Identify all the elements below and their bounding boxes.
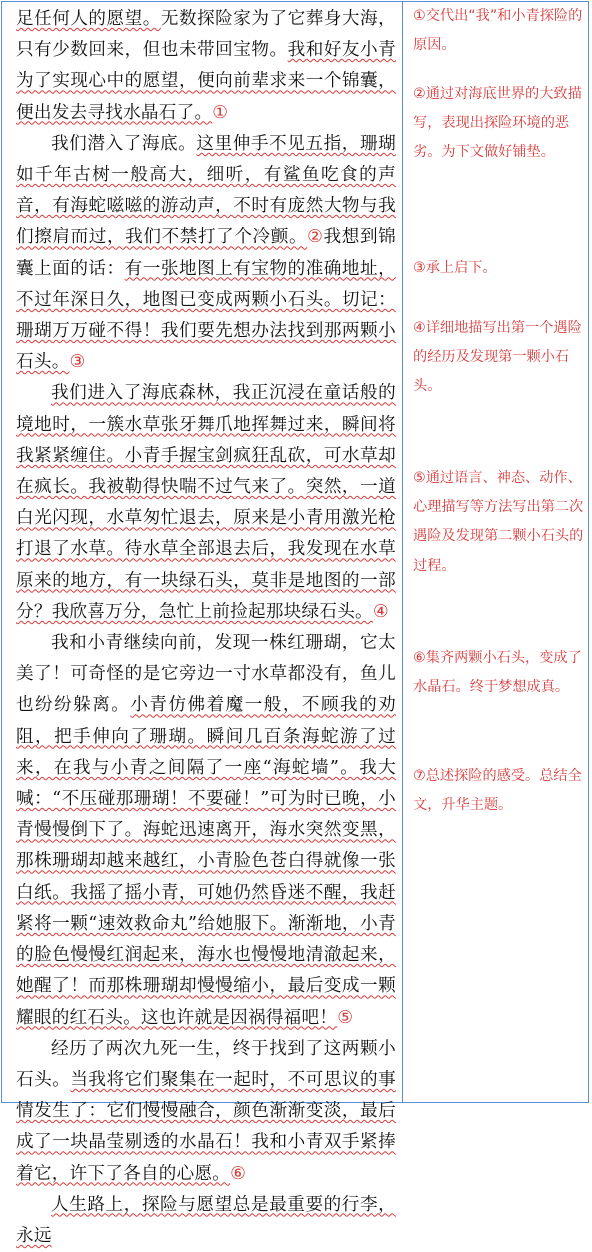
annotation-note-2: ②通过对海底世界的大致描写，表现出探险环境的恶劣。为下文做好铺垫。 (413, 86, 582, 161)
essay-paragraph-6 (16, 1190, 396, 1252)
essay-text: 当我将它们聚集在一起时，不可思议的事情发生了：它们慢慢融合，颜色渐渐变淡，最后成了一块晶莹剔透的水晶石！我和小青双手紧捧着它，许下了各自的心愿。 (16, 1069, 396, 1184)
essay-text: 无数探险家为了它葬身大海，只有少数回来，但也未带回宝物。 (16, 9, 396, 61)
essay-text: 我们进入了海底森林，我正沉浸在童话般的境地时，一簇水草张牙舞爪地挥舞过来，瞬间将我紧紧缠住。小青手握宝剑疯狂乱砍，可水草却在疯长。我被勒得快喘不过气来了。突然，一道白光闪现，水草匆忙退去，原来是小青用激光枪打退了水草。待水草全部退去后，我发现在水草原来的地方，有一块绿石头，莫非是地图的一部分？我欣喜万分，急忙上前捡起那块绿石头。 (16, 383, 396, 622)
essay-text: 人生路上，探险与愿望总是最重要的行李，永远 (16, 1194, 396, 1246)
annotation-column (403, 2, 588, 1102)
essay-text: 我想到锦囊上面的话： (16, 227, 396, 279)
annotation-note-6: ⑥集齐两颗小石头，变成了水晶石。终于梦想成真。 (413, 650, 582, 696)
essay-text: 有一张地图上有宝物的准确地址，不过年深日久，地图已变成两颗小石头。切记：珊瑚万万碰不得！我们要先想办法找到那两颗小石头。 (16, 258, 396, 373)
annotation-marker-6: ⑥ (230, 1163, 247, 1184)
annotated-essay-table (1, 1, 589, 1246)
annotation-note-7: ⑦总述探险的感受。总结全文，升华主题。 (413, 768, 582, 814)
essay-text: 我们潜入了海底。 (51, 133, 197, 154)
essay-text: 小青仿佛着魔一般，不顾我的劝阻，把手伸向了珊瑚。瞬间几百条海蛇游了过来，在我与小青之间隔了一座“海蛇墙”。我大喊：“不压碰那珊瑚！不要碰！”可为时已晚，小青慢慢倒下了。海蛇迅速离开，海水突然变黑，那株珊瑚却越来越红，小青脸色苍白得就像一张白纸。我摇了摇小青，可她仍然昏迷不醒，我赶紧将一颗“速效救命丸”给她服下。渐渐地，小青的脸色慢慢红润起来，海水也慢慢地清澈起来，她醒了！而那株珊瑚却慢慢缩小，最后变成一颗耀眼的红石头。这也许就是因祸得福吧！ (16, 695, 396, 1028)
annotation-marker-5: ⑤ (337, 1007, 354, 1028)
essay-paragraph-2 (16, 129, 396, 379)
essay-text: 我和小青继续向前，发现一株红珊瑚，它太美了！可奇怪的是它旁边一寸水草都没有，鱼儿也纷纷躲离。 (16, 633, 396, 716)
essay-paragraph-4 (16, 628, 396, 1034)
essay-paragraph-5 (16, 1034, 396, 1190)
essay-text: 足任何人的愿望。 (16, 9, 161, 29)
annotation-note-4: ④详细地描写出第一个遇险的经历及发现第一颗小石头。 (413, 320, 582, 395)
annotation-marker-2: ② (307, 227, 324, 248)
essay-text: 这里伸手不见五指，珊瑚如千年古树一般高大，细听，有鲨鱼吃食的声音，有海蛇嗞嗞的游动声，不时有庞然大物与我们擦肩而过，我们不禁打了个冷颤。 (16, 133, 396, 248)
essay-text: 经历了两次九死一生，终于找到了这两颗小石头。 (16, 1038, 396, 1090)
annotation-note-3: ③承上启下。 (413, 260, 497, 276)
annotation-marker-3: ③ (69, 352, 86, 373)
annotation-marker-4: ④ (372, 601, 389, 622)
essay-text: 我和好友小青为了实现心中的愿望，便向前辈求来一个锦囊，便出发去寻找水晶石了。 (16, 40, 396, 123)
essay-column (2, 2, 403, 1246)
annotation-note-5: ⑤通过语言、神态、动作、心理描写等方法写出第二次遇险及发现第二颗小石头的过程。 (413, 470, 584, 574)
annotation-marker-1: ① (212, 102, 229, 123)
essay-paragraph-3 (16, 378, 396, 628)
annotation-note-1: ①交代出“我”和小青探险的原因。 (413, 8, 583, 54)
essay-paragraph-1 (16, 4, 396, 129)
